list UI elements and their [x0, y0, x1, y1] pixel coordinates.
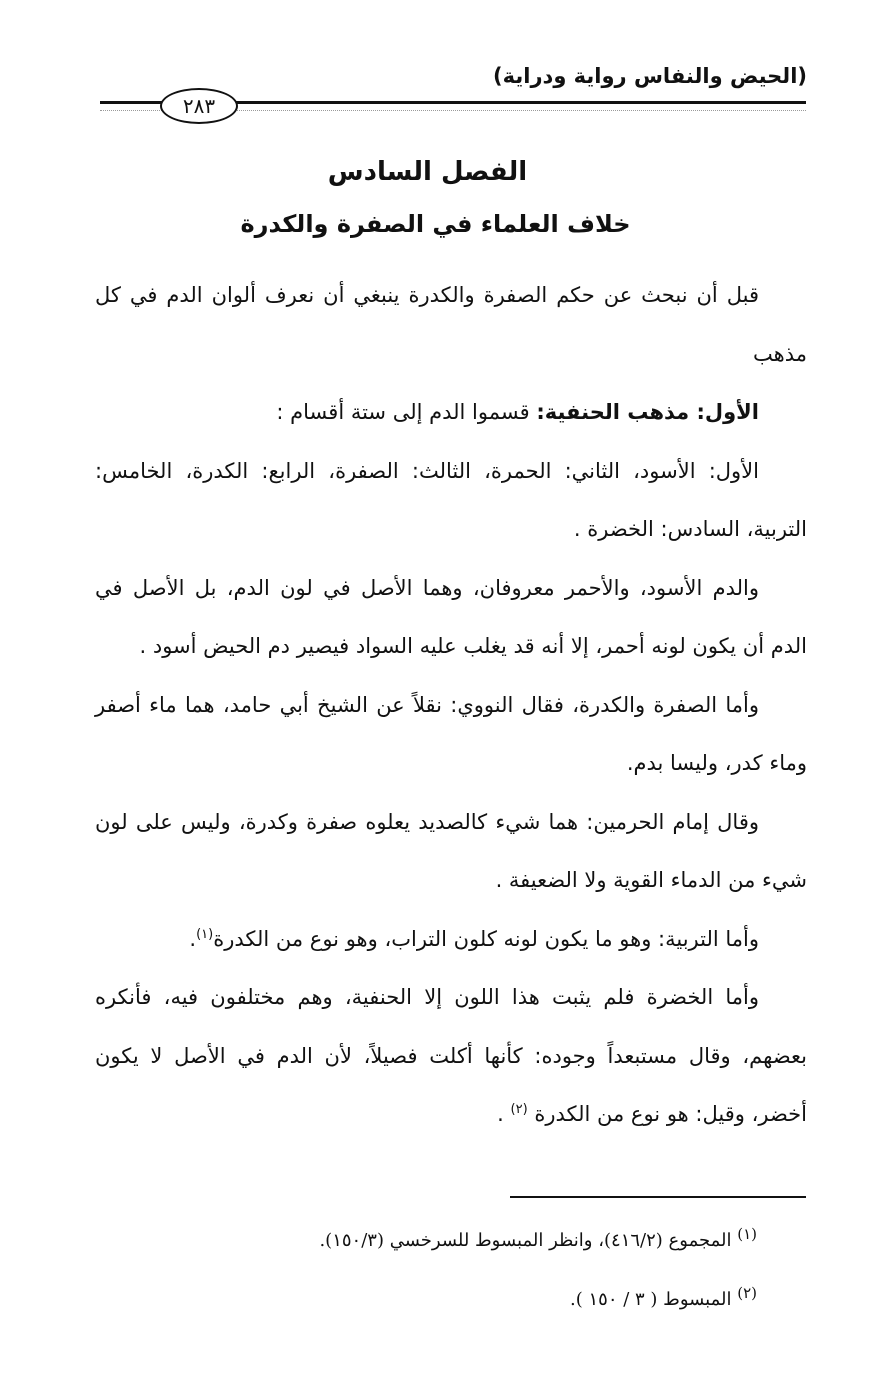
paragraph-imam-haramayn: وقال إمام الحرمين: هما شيء كالصديد يعلوه صفرة وكدرة، وليس على لون شيء من الدماء القوية ولا الضعيفة .	[95, 809, 807, 892]
footnote-separator	[510, 1196, 806, 1198]
footnote-marker: (١)	[737, 1225, 757, 1243]
paragraph-end: .	[497, 1102, 511, 1126]
footnote-2	[197, 1267, 757, 1326]
running-title: (الحيض والنفاس رواية ودراية)	[493, 64, 807, 88]
paragraph-intro: قبل أن نبحث عن حكم الصفرة والكدرة ينبغي أن نعرف ألوان الدم في كل مذهب	[95, 283, 807, 366]
footnote-text: المجموع (٤١٦/٢)، وانظر المبسوط للسرخسي (١٥٠/٣).	[319, 1230, 738, 1251]
paragraph-text: وأما الخضرة فلم يثبت هذا اللون إلا الحنفية، وهم مختلفون فيه، فأنكره بعضهم، وقال مستبعداً وجوده: كأنها أكلت فصيلاً، لأن الدم في الأصل لا يكون أخضر، وقيل: هو نوع من الكدرة	[95, 985, 807, 1126]
paragraph-colors-list: الأول: الأسود، الثاني: الحمرة، الثالث: الصفرة، الرابع: الكدرة، الخامس: التربية، السادس: الخضرة .	[95, 458, 807, 541]
paragraph-text: وأما التربية: وهو ما يكون لونه كلون التراب، وهو نوع من الكدرة	[213, 926, 759, 951]
footnote-ref-1[interactable]: (١)	[196, 926, 214, 942]
chapter-subtitle: خلاف العلماء في الصفرة والكدرة	[240, 210, 631, 238]
footnote-marker: (٢)	[737, 1284, 757, 1302]
paragraph-earthy	[95, 910, 807, 969]
chapter-title: الفصل السادس	[327, 157, 528, 187]
body-text	[95, 266, 807, 1144]
footnote-1	[197, 1208, 757, 1267]
footnotes	[197, 1208, 757, 1326]
paragraph-text: قسموا الدم إلى ستة أقسام :	[276, 400, 537, 424]
paragraph-green	[95, 968, 807, 1144]
page-number: ٢٨٣	[160, 88, 238, 124]
paragraph-hanafi-heading	[95, 383, 807, 442]
paragraph-black-red: والدم الأسود، والأحمر معروفان، وهما الأصل في لون الدم، بل الأصل في الدم أن يكون لونه أحمر، إلا أنه قد يغلب عليه السواد فيصير دم الحيض أسود .	[95, 575, 807, 658]
paragraph-yellow-turbid: وأما الصفرة والكدرة، فقال النووي: نقلاً عن الشيخ أبي حامد، هما ماء أصفر وماء كدر، وليسا بدم.	[95, 692, 807, 775]
paragraph-lead: الأول: مذهب الحنفية:	[536, 400, 759, 424]
footnote-text: المبسوط ( ٣ / ١٥٠ ).	[570, 1289, 738, 1310]
footnote-ref-2[interactable]: (٢)	[510, 1102, 528, 1117]
paragraph-end: .	[189, 926, 197, 951]
